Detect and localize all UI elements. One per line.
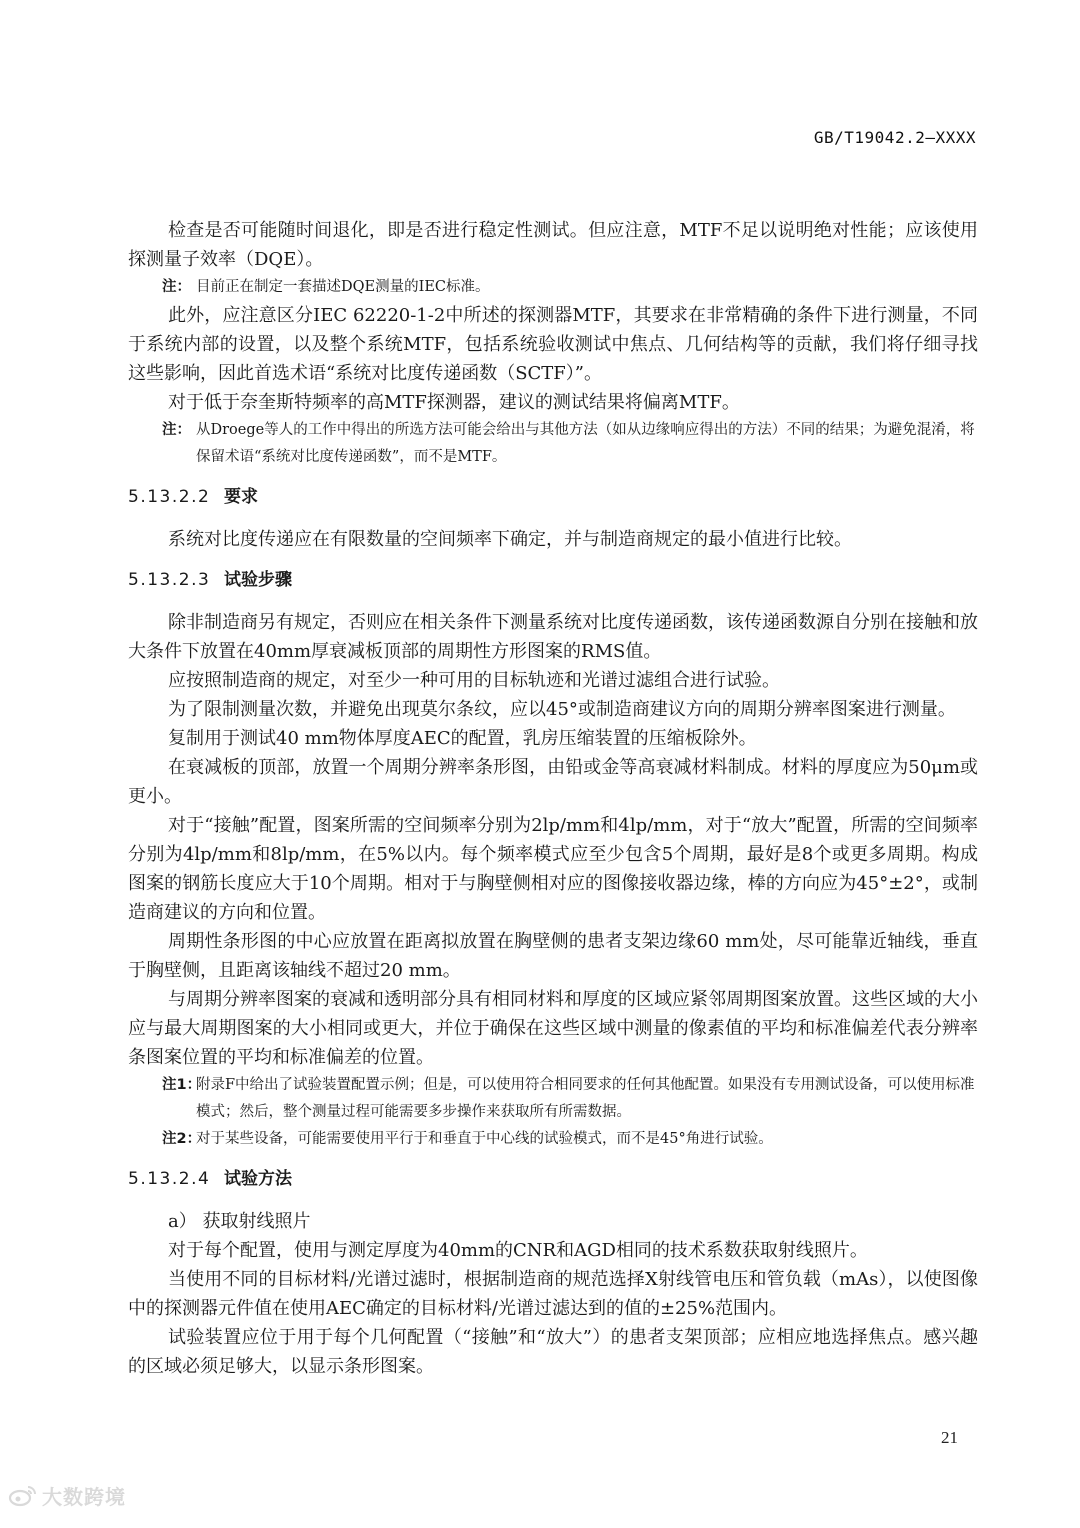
weibo-logo-icon [8, 1484, 38, 1508]
section-number: 5.13.2.4 [128, 1169, 211, 1189]
section-number: 5.13.2.3 [128, 570, 211, 590]
paragraph: 复制用于测试40 mm物体厚度AEC的配置，乳房压缩装置的压缩板除外。 [168, 728, 757, 749]
paragraph: 检查是否可能随时间退化，即是否进行稳定性测试。但应注意，MTF不足以说明绝对性能；应该使用探测量子效率（DQE）。 [128, 220, 978, 270]
note-text: 附录F中给出了试验装置配置示例；但是，可以使用符合相同要求的任何其他配置。如果没有专用测试设备，可以使用标准模式；然后，整个测量过程可能需要多步操作来获取所有所需数据。 [196, 1077, 975, 1120]
section-title: 试验方法 [224, 1169, 292, 1189]
paragraph: 试验装置应位于用于每个几何配置（“接触”和“放大”）的患者支架顶部；应相应地选择焦点。感兴趣的区域必须足够大，以显示条形图案。 [128, 1327, 978, 1377]
note-label: 注： [162, 422, 191, 438]
note [128, 1126, 978, 1153]
note-text: 目前正在制定一套描述DQE测量的IEC标准。 [196, 279, 490, 295]
paragraph: 与周期分辨率图案的衰减和透明部分具有相同材料和厚度的区域应紧邻周期图案放置。这些区域的大小应与最大周期图案的大小相同或更大，并位于确保在这些区域中测量的像素值的平均和标准偏差代表分辨率条图案位置的平均和标准偏差的位置。 [128, 989, 978, 1068]
paragraph: 在衰减板的顶部，放置一个周期分辨率条形图，由铅或金等高衰减材料制成。材料的厚度应为50μm或更小。 [128, 757, 978, 807]
note [128, 1072, 978, 1126]
note-label: 注2： [162, 1131, 202, 1147]
section-heading [128, 566, 978, 594]
paragraph: 系统对比度传递应在有限数量的空间频率下确定，并与制造商规定的最小值进行比较。 [168, 529, 852, 550]
watermark-text: 大数跨境 [42, 1485, 126, 1509]
section-heading [128, 483, 978, 511]
watermark [8, 1481, 126, 1510]
paragraph: 对于“接触”配置，图案所需的空间频率分别为2lp/mm和4lp/mm，对于“放大”配置，所需的空间频率分别为4lp/mm和8lp/mm，在5%以内。每个频率模式应至少包含5个周期，最好是8个或更多周期。构成图案的钢筋长度应大于10个周期。相对于与胸壁侧相对应的图像接收器边缘，棒的方向应为45°±2°，或制造商建议的方向和位置。 [128, 815, 978, 923]
note-text: 对于某些设备，可能需要使用平行于和垂直于中心线的试验模式，而不是45°角进行试验。 [196, 1131, 773, 1147]
note-text: 从Droege等人的工作中得出的所选方法可能会给出与其他方法（如从边缘响应得出的方法）不同的结果；为避免混淆，将保留术语“系统对比度传递函数”，而不是MTF。 [196, 422, 975, 465]
standard-id: GB/T19042.2—XXXX [813, 128, 976, 147]
note [128, 417, 978, 471]
note-label: 注1： [162, 1077, 202, 1093]
paragraph: 周期性条形图的中心应放置在距离拟放置在胸壁侧的患者支架边缘60 mm处，尽可能靠近轴线，垂直于胸壁侧，且距离该轴线不超过20 mm。 [128, 931, 978, 981]
section-title: 试验步骤 [224, 570, 292, 590]
document-body [128, 216, 978, 1381]
section-number: 5.13.2.2 [128, 487, 211, 507]
paragraph: 此外，应注意区分IEC 62220-1-2中所述的探测器MTF，其要求在非常精确的条件下进行测量，不同于系统内部的设置，以及整个系统MTF，包括系统验收测试中焦点、几何结构等的贡献，我们将仔细寻找这些影响，因此首选术语“系统对比度传递函数（SCTF）”。 [128, 305, 978, 384]
paragraph: 对于每个配置，使用与测定厚度为40mm的CNR和AGD相同的技术系数获取射线照片。 [168, 1240, 868, 1261]
paragraph: 为了限制测量次数，并避免出现莫尔条纹，应以45°或制造商建议方向的周期分辨率图案进行测量。 [168, 699, 956, 720]
paragraph: 应按照制造商的规定，对至少一种可用的目标轨迹和光谱过滤组合进行试验。 [168, 670, 780, 691]
note [128, 274, 978, 301]
paragraph: 除非制造商另有规定，否则应在相关条件下测量系统对比度传递函数，该传递函数源自分别在接触和放大条件下放置在40mm厚衰减板顶部的周期性方形图案的RMS值。 [128, 612, 978, 662]
section-heading [128, 1165, 978, 1193]
page-number: 21 [941, 1428, 958, 1447]
paragraph: 对于低于奈奎斯特频率的高MTF探测器，建议的测试结果将偏离MTF。 [168, 392, 740, 413]
note-label: 注： [162, 279, 191, 295]
paragraph: a） 获取射线照片 [168, 1211, 311, 1232]
paragraph: 当使用不同的目标材料/光谱过滤时，根据制造商的规范选择X射线管电压和管负载（mAs），以使图像中的探测器元件值在使用AEC确定的目标材料/光谱过滤达到的值的±25%范围内。 [128, 1269, 978, 1319]
section-title: 要求 [224, 487, 258, 507]
